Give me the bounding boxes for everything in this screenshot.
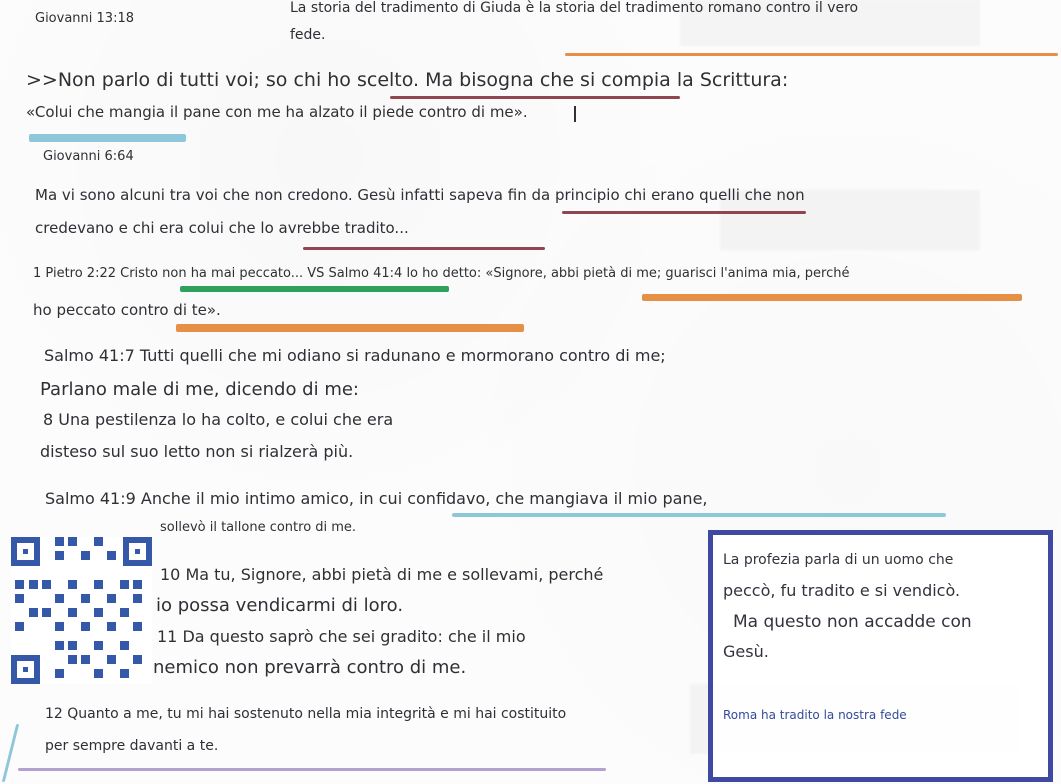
qr-cell — [94, 608, 103, 617]
title-line-1: La storia del tradimento di Giuda è la storia del tradimento romano contro il vero — [290, 0, 859, 16]
qr-cell — [42, 580, 51, 589]
qr-cell — [94, 580, 103, 589]
red-underline-scrittura — [390, 96, 680, 99]
qr-cell — [107, 594, 116, 603]
purple-bottom-underline — [18, 768, 606, 771]
qr-cell — [55, 622, 64, 631]
psalm-41-11-line-2: nemico non prevarrà contro di me. — [153, 657, 467, 678]
blue-highlight-left-top — [29, 134, 186, 142]
john-6-64-line-1: Ma vi sono alcuni tra voi che non credono. Gesù infatti sapeva fin da principio chi erano quelli che non — [35, 186, 805, 204]
john-6-64-line-2: credevano e chi era colui che lo avrebbe tradito... — [35, 219, 409, 237]
callout-line-1: La profezia parla di un uomo che — [723, 552, 954, 568]
psalm-41-11-line-1: 11 Da questo saprò che sei gradito: che il mio — [157, 627, 526, 646]
psalm-41-8-line-2: disteso sul suo letto non si rialzerà più. — [40, 442, 354, 461]
peter-psalm-line-2: ho peccato contro di te». — [33, 301, 221, 319]
qr-cell — [15, 580, 24, 589]
psalm-41-10-line-1: 10 Ma tu, Signore, abbi pietà di me e sollevami, perché — [160, 565, 604, 584]
qr-cell — [107, 655, 116, 664]
qr-cell — [94, 537, 103, 546]
qr-cell — [29, 608, 38, 617]
psalm-41-9-line-1: Salmo 41:9 Anche il mio intimo amico, in cui confidavo, che mangiava il mio pane, — [45, 489, 708, 508]
john-6-64-reference: Giovanni 6:64 — [43, 149, 134, 164]
psalm-41-8-line-1: 8 Una pestilenza lo ha colto, e colui che era — [43, 410, 394, 429]
qr-cell — [29, 580, 38, 589]
qr-cell — [133, 655, 142, 664]
qr-cell — [68, 608, 77, 617]
red-underline-tradito — [303, 247, 545, 250]
callout-line-4: Gesù. — [723, 642, 769, 661]
qr-cell — [133, 622, 142, 631]
blue-diagonal-mark — [2, 724, 19, 782]
john-13-18-line-2: «Colui che mangia il pane con me ha alzato il piede contro di me». — [26, 103, 528, 121]
qr-finder-top-left — [11, 537, 40, 566]
psalm-41-12-line-2: per sempre davanti a te. — [45, 738, 219, 754]
reference-left: Giovanni 13:18 — [35, 11, 134, 26]
qr-cell — [120, 669, 129, 678]
peter-psalm-line-1: 1 Pietro 2:22 Cristo non ha mai peccato... VS Salmo 41:4 lo ho detto: «Signore, abbi pietà di me; guarisci l'anima mia, perché — [33, 266, 850, 281]
qr-cell — [107, 622, 116, 631]
qr-cell — [81, 551, 90, 560]
text-cursor — [574, 106, 576, 122]
qr-cell — [133, 580, 142, 589]
qr-finder-top-right — [123, 537, 152, 566]
john-13-18-line-1: >>Non parlo di tutti voi; so chi ho scelto. Ma bisogna che si compia la Scrittura: — [26, 69, 789, 91]
qr-cell — [133, 594, 142, 603]
qr-cell — [81, 594, 90, 603]
qr-cell — [42, 608, 51, 617]
qr-cell — [120, 608, 129, 617]
blue-underline-psalm-41-9 — [452, 513, 946, 517]
qr-finder-bottom-left — [11, 655, 40, 684]
orange-underline-peccato — [176, 324, 524, 332]
qr-cell — [81, 655, 90, 664]
title-line-2: fede. — [290, 27, 326, 43]
green-underline-cristo — [180, 286, 449, 292]
qr-cell — [81, 622, 90, 631]
qr-cell — [68, 537, 77, 546]
qr-cell — [120, 580, 129, 589]
qr-cell — [68, 580, 77, 589]
psalm-41-9-line-2: sollevò il tallone contro di me. — [160, 520, 357, 535]
psalm-41-7b: Parlano male di me, dicendo di me: — [40, 379, 359, 400]
callout-line-3: Ma questo non accadde con — [733, 612, 972, 632]
qr-cell — [55, 669, 64, 678]
psalm-41-12-line-1: 12 Quanto a me, tu mi hai sostenuto nella mia integrità e mi hai costituito — [45, 706, 567, 722]
orange-underline-signore — [642, 294, 1022, 301]
qr-cell — [94, 669, 103, 678]
orange-highlight-top — [565, 53, 1058, 56]
qr-cell — [15, 622, 24, 631]
qr-cell — [55, 551, 64, 560]
qr-cell — [55, 537, 64, 546]
qr-cell — [68, 655, 77, 664]
qr-cell — [107, 551, 116, 560]
qr-cell — [120, 641, 129, 650]
qr-cell — [94, 641, 103, 650]
qr-cell — [68, 641, 77, 650]
qr-cell — [55, 641, 64, 650]
psalm-41-7: Salmo 41:7 Tutti quelli che mi odiano si radunano e mormorano contro di me; — [44, 346, 666, 365]
red-underline-principio — [562, 211, 806, 214]
qr-cell — [55, 594, 64, 603]
qr-code-icon — [11, 537, 152, 684]
psalm-41-10-line-2: io possa vendicarmi di loro. — [156, 595, 404, 616]
callout-note: Roma ha tradito la nostra fede — [723, 708, 907, 722]
callout-line-2: peccò, fu tradito e si vendicò. — [723, 581, 961, 600]
qr-cell — [15, 594, 24, 603]
callout-box — [708, 530, 1053, 782]
